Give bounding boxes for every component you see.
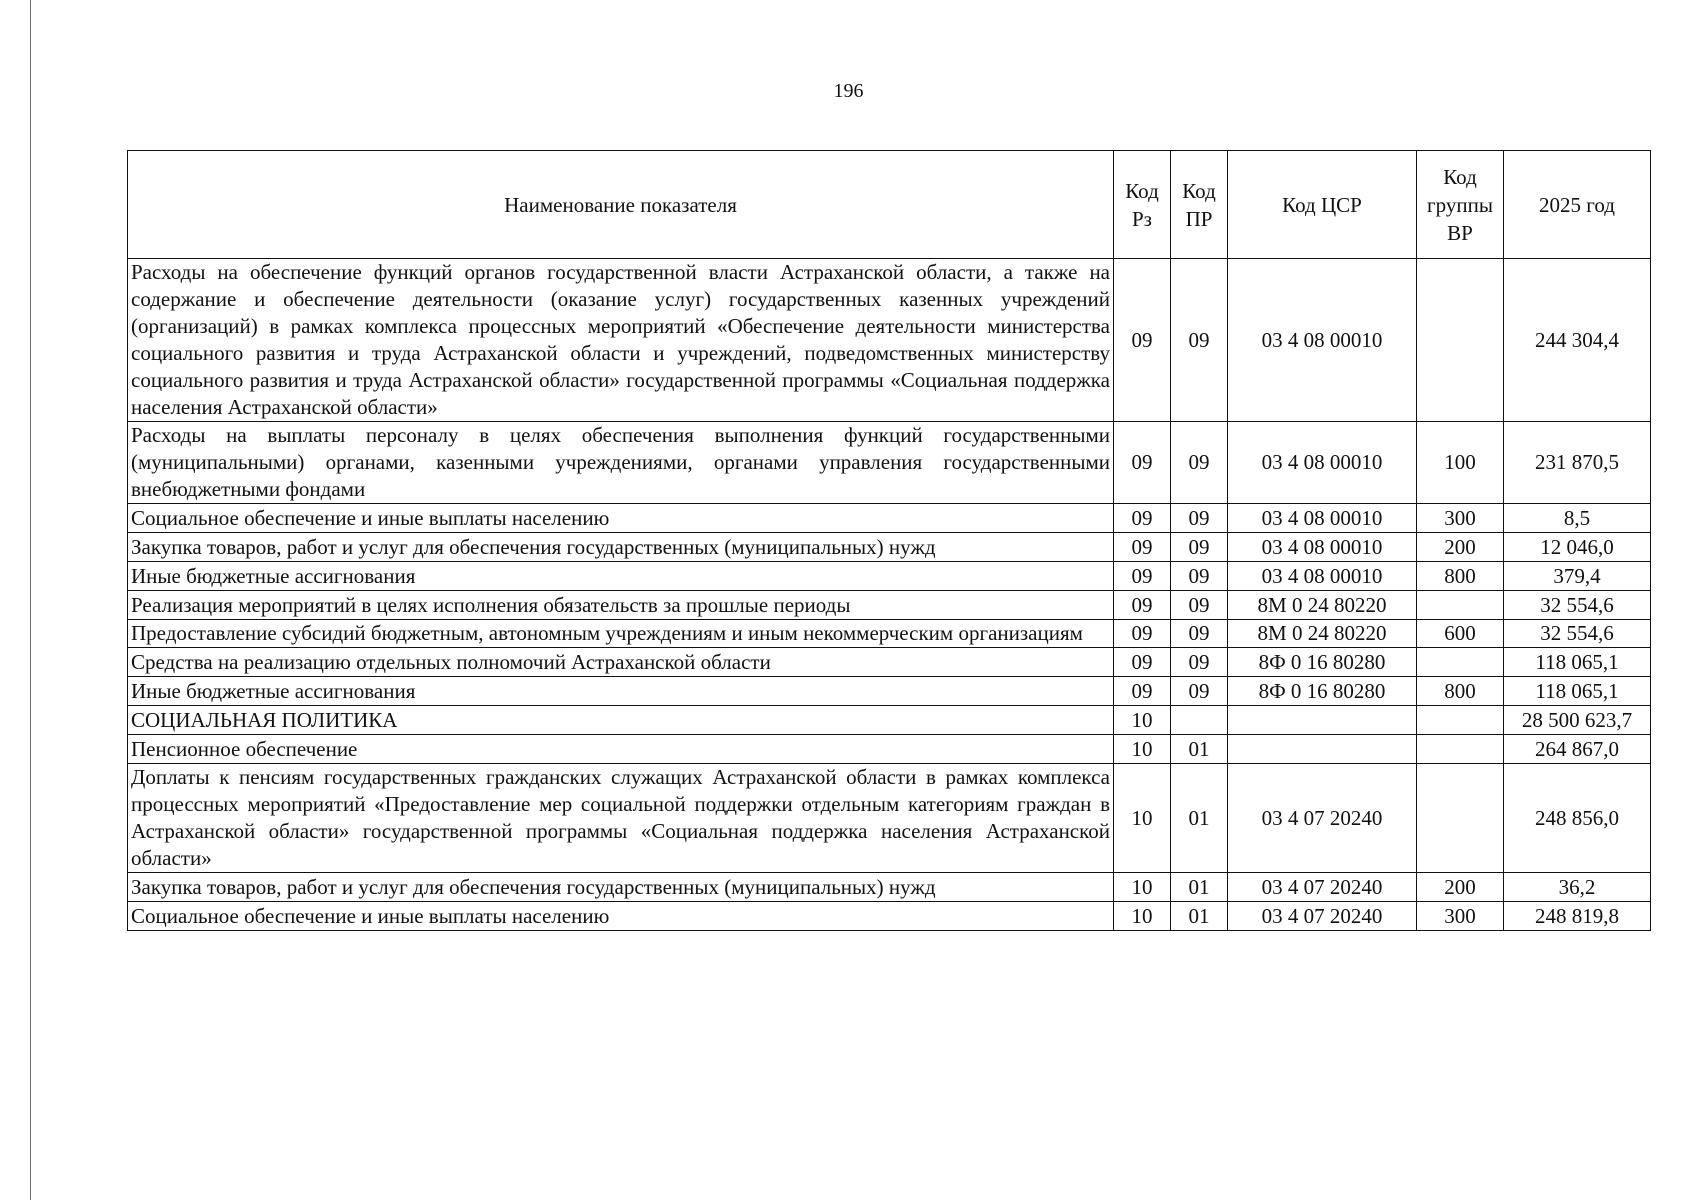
row-amount: 379,4	[1504, 562, 1651, 591]
header-year: 2025 год	[1504, 151, 1651, 259]
row-name: Закупка товаров, работ и услуг для обеспечения государственных (муниципальных) нужд	[128, 873, 1114, 902]
row-amount: 244 304,4	[1504, 259, 1651, 422]
row-vr	[1417, 259, 1504, 422]
row-amount: 118 065,1	[1504, 648, 1651, 677]
row-amount: 8,5	[1504, 504, 1651, 533]
row-name: Реализация мероприятий в целях исполнения обязательств за прошлые периоды	[128, 591, 1114, 620]
table-row	[128, 620, 1651, 648]
row-vr: 300	[1417, 902, 1504, 931]
row-rz: 09	[1114, 648, 1171, 677]
row-csr: 03 4 08 00010	[1228, 259, 1417, 422]
row-vr: 100	[1417, 422, 1504, 504]
row-csr: 03 4 07 20240	[1228, 764, 1417, 873]
budget-table	[127, 150, 1651, 931]
header-vr: Код группы ВР	[1417, 151, 1504, 259]
header-rz: Код Рз	[1114, 151, 1171, 259]
row-csr	[1228, 735, 1417, 764]
row-name: Средства на реализацию отдельных полномочий Астраханской области	[128, 648, 1114, 677]
row-vr: 800	[1417, 677, 1504, 706]
header-csr: Код ЦСР	[1228, 151, 1417, 259]
binding-margin-line	[30, 0, 31, 1200]
row-name: Пенсионное обеспечение	[128, 735, 1114, 764]
row-vr: 600	[1417, 620, 1504, 648]
row-csr: 8Ф 0 16 80280	[1228, 677, 1417, 706]
row-pr	[1171, 706, 1228, 735]
table-row	[128, 259, 1651, 422]
row-csr: 03 4 08 00010	[1228, 504, 1417, 533]
table-row	[128, 873, 1651, 902]
row-pr: 01	[1171, 902, 1228, 931]
row-name: Иные бюджетные ассигнования	[128, 677, 1114, 706]
row-pr: 09	[1171, 648, 1228, 677]
row-csr: 8М 0 24 80220	[1228, 620, 1417, 648]
row-vr	[1417, 735, 1504, 764]
row-rz: 09	[1114, 677, 1171, 706]
table-row	[128, 677, 1651, 706]
row-amount: 36,2	[1504, 873, 1651, 902]
row-amount: 12 046,0	[1504, 533, 1651, 562]
row-name: Социальное обеспечение и иные выплаты населению	[128, 902, 1114, 931]
row-rz: 09	[1114, 591, 1171, 620]
row-pr: 09	[1171, 620, 1228, 648]
row-name: Доплаты к пенсиям государственных гражданских служащих Астраханской области в рамках комплекса процессных мероприятий «Предоставление мер социальной поддержки отдельным категориям граждан в Астраханской области» государственной программы «Социальная поддержка населения Астраханской области»	[128, 764, 1114, 873]
row-amount: 32 554,6	[1504, 620, 1651, 648]
table-header-row	[128, 151, 1651, 259]
row-csr: 03 4 07 20240	[1228, 902, 1417, 931]
row-rz: 09	[1114, 562, 1171, 591]
row-amount: 248 856,0	[1504, 764, 1651, 873]
header-pr: Код ПР	[1171, 151, 1228, 259]
row-pr: 09	[1171, 591, 1228, 620]
row-name: Расходы на выплаты персоналу в целях обеспечения выполнения функций государственными (муниципальными) органами, казенными учреждениями, органами управления государственными внебюджетными фондами	[128, 422, 1114, 504]
row-pr: 01	[1171, 873, 1228, 902]
row-amount: 28 500 623,7	[1504, 706, 1651, 735]
row-vr: 300	[1417, 504, 1504, 533]
row-csr: 8М 0 24 80220	[1228, 591, 1417, 620]
row-rz: 09	[1114, 533, 1171, 562]
page-number: 196	[833, 80, 864, 102]
row-pr: 09	[1171, 562, 1228, 591]
row-csr: 03 4 08 00010	[1228, 533, 1417, 562]
row-rz: 09	[1114, 422, 1171, 504]
row-name: Закупка товаров, работ и услуг для обеспечения государственных (муниципальных) нужд	[128, 533, 1114, 562]
table-row	[128, 902, 1651, 931]
row-rz: 10	[1114, 902, 1171, 931]
row-csr: 03 4 07 20240	[1228, 873, 1417, 902]
table-row	[128, 591, 1651, 620]
row-pr: 09	[1171, 259, 1228, 422]
row-rz: 09	[1114, 259, 1171, 422]
row-rz: 09	[1114, 504, 1171, 533]
row-csr: 8Ф 0 16 80280	[1228, 648, 1417, 677]
table-row	[128, 648, 1651, 677]
row-rz: 10	[1114, 873, 1171, 902]
row-amount: 248 819,8	[1504, 902, 1651, 931]
row-vr: 800	[1417, 562, 1504, 591]
row-amount: 118 065,1	[1504, 677, 1651, 706]
row-amount: 264 867,0	[1504, 735, 1651, 764]
row-vr: 200	[1417, 873, 1504, 902]
row-csr	[1228, 706, 1417, 735]
row-vr	[1417, 648, 1504, 677]
row-csr: 03 4 08 00010	[1228, 562, 1417, 591]
header-name: Наименование показателя	[128, 151, 1114, 259]
row-name: Расходы на обеспечение функций органов государственной власти Астраханской области, а также на содержание и обеспечение деятельности (оказание услуг) государственных казенных учреждений (организаций) в рамках комплекса процессных мероприятий «Обеспечение деятельности министерства социального развития и труда Астраханской области и учреждений, подведомственных министерству социального развития и труда Астраханской области» государственной программы «Социальная поддержка населения Астраханской области»	[128, 259, 1114, 422]
row-pr: 01	[1171, 735, 1228, 764]
row-name: Социальное обеспечение и иные выплаты населению	[128, 504, 1114, 533]
row-rz: 10	[1114, 706, 1171, 735]
table-row	[128, 764, 1651, 873]
row-pr: 01	[1171, 764, 1228, 873]
row-vr	[1417, 591, 1504, 620]
row-rz: 09	[1114, 620, 1171, 648]
row-vr: 200	[1417, 533, 1504, 562]
table-row	[128, 504, 1651, 533]
row-amount: 32 554,6	[1504, 591, 1651, 620]
row-vr	[1417, 764, 1504, 873]
table-row	[128, 533, 1651, 562]
row-name: Предоставление субсидий бюджетным, автономным учреждениям и иным некоммерческим организациям	[128, 620, 1114, 648]
row-vr	[1417, 706, 1504, 735]
row-pr: 09	[1171, 677, 1228, 706]
row-rz: 10	[1114, 764, 1171, 873]
row-pr: 09	[1171, 504, 1228, 533]
table-row	[128, 422, 1651, 504]
table-row	[128, 735, 1651, 764]
row-csr: 03 4 08 00010	[1228, 422, 1417, 504]
row-amount: 231 870,5	[1504, 422, 1651, 504]
table-row	[128, 706, 1651, 735]
row-pr: 09	[1171, 533, 1228, 562]
row-pr: 09	[1171, 422, 1228, 504]
row-name: Иные бюджетные ассигнования	[128, 562, 1114, 591]
table-row	[128, 562, 1651, 591]
row-name: СОЦИАЛЬНАЯ ПОЛИТИКА	[128, 706, 1114, 735]
row-rz: 10	[1114, 735, 1171, 764]
